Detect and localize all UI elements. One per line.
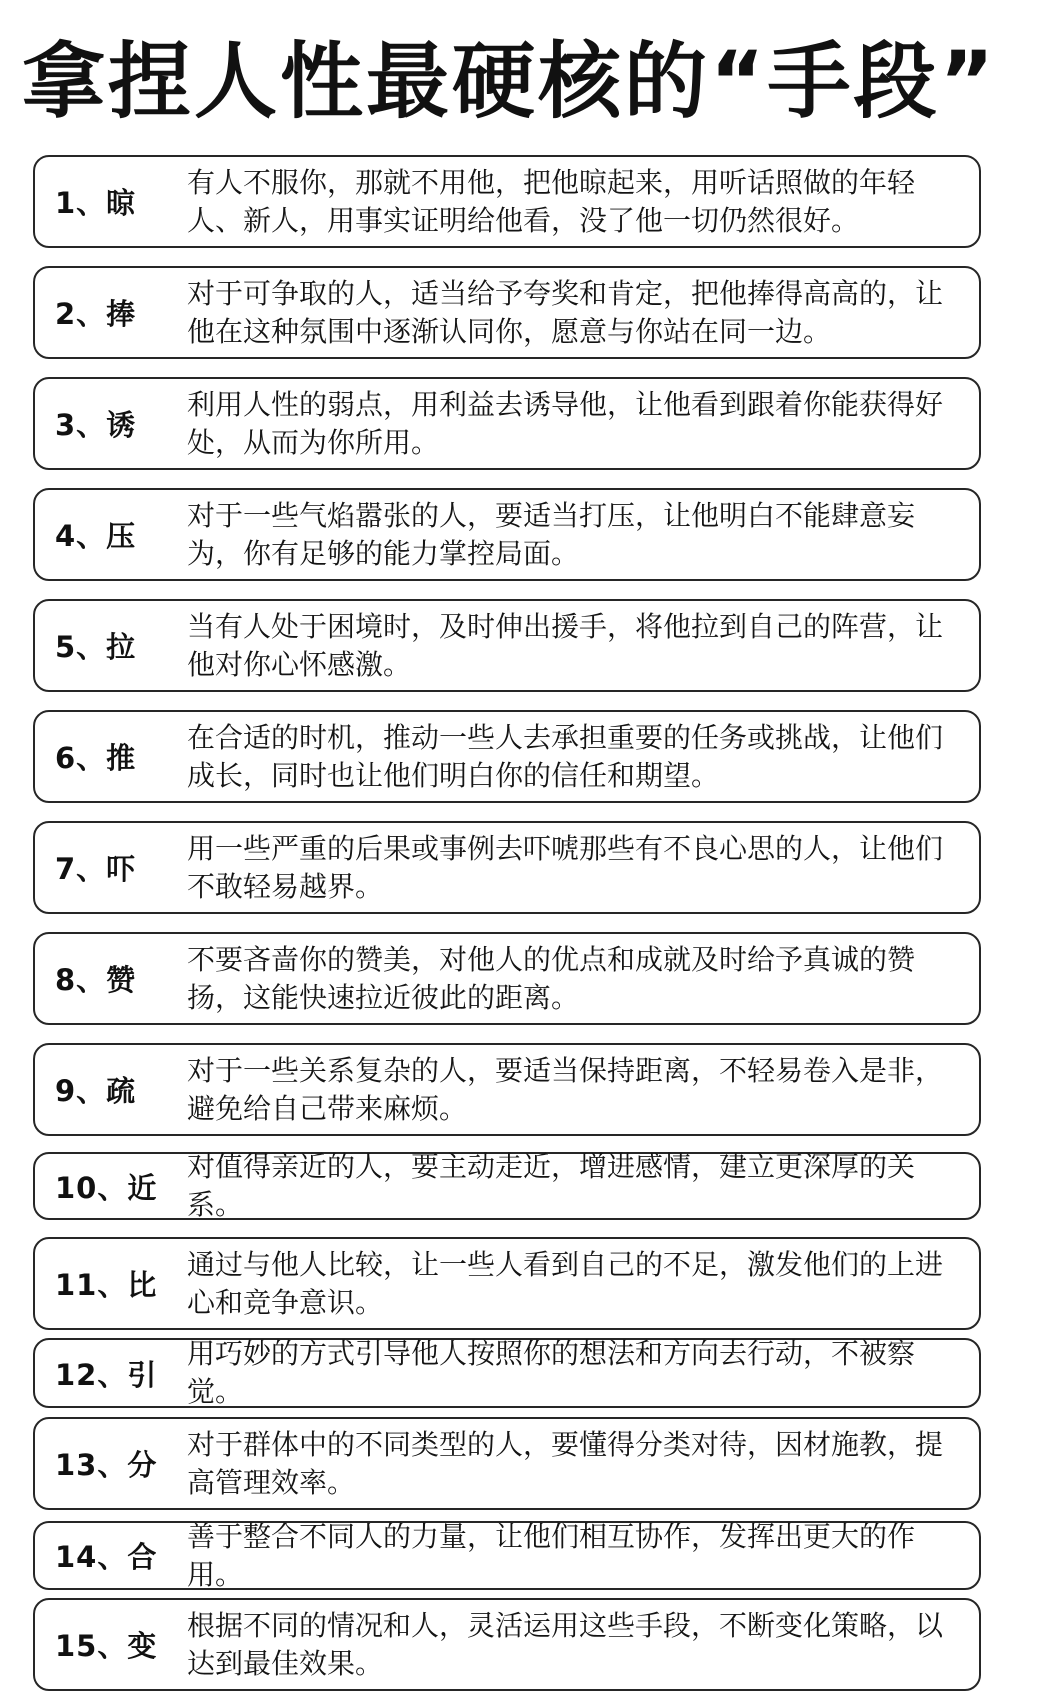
list-item xyxy=(33,1338,981,1408)
list-item xyxy=(33,821,981,914)
item-description: 不要吝啬你的赞美，对他人的优点和成就及时给予真诚的赞扬，这能快速拉近彼此的距离。 xyxy=(187,942,916,1014)
item-label: 9、疏 xyxy=(55,1074,137,1108)
item-label: 14、合 xyxy=(55,1540,158,1574)
list-item xyxy=(33,932,981,1025)
item-label: 13、分 xyxy=(55,1448,158,1482)
item-description: 对于一些气焰嚣张的人，要适当打压，让他明白不能肆意妄为，你有足够的能力掌控局面。 xyxy=(187,498,916,570)
item-description: 利用人性的弱点，用利益去诱导他，让他看到跟着你能获得好处，从而为你所用。 xyxy=(187,387,944,459)
item-label: 3、诱 xyxy=(55,408,137,442)
item-description: 对值得亲近的人，要主动走近，增进感情，建立更深厚的关系。 xyxy=(187,1150,916,1221)
list-item xyxy=(33,1043,981,1136)
item-label: 11、比 xyxy=(55,1268,158,1302)
item-description: 善于整合不同人的力量，让他们相互协作，发挥出更大的作用。 xyxy=(187,1519,916,1591)
item-label: 4、压 xyxy=(55,519,137,553)
list-item xyxy=(33,155,981,248)
item-label: 15、变 xyxy=(55,1629,158,1663)
list-item xyxy=(33,599,981,692)
item-label: 2、捧 xyxy=(55,297,137,331)
list-item xyxy=(33,710,981,803)
item-label: 6、推 xyxy=(55,741,137,775)
item-description: 对于可争取的人，适当给予夸奖和肯定，把他捧得高高的，让他在这种氛围中逐渐认同你，愿意与你站在同一边。 xyxy=(187,276,944,348)
list-item xyxy=(33,1521,981,1590)
item-label: 1、晾 xyxy=(55,186,137,220)
item-label: 12、引 xyxy=(55,1357,158,1392)
list-item xyxy=(33,488,981,581)
item-label: 5、拉 xyxy=(55,630,137,664)
item-description: 用巧妙的方式引导他人按照你的想法和方向去行动，不被察觉。 xyxy=(187,1337,916,1408)
item-description: 用一些严重的后果或事例去吓唬那些有不良心思的人，让他们不敢轻易越界。 xyxy=(187,831,944,903)
page-title: 拿捏人性最硬核的“手段” xyxy=(22,33,998,130)
item-description: 当有人处于困境时，及时伸出援手，将他拉到自己的阵营，让他对你心怀感激。 xyxy=(187,609,944,681)
list-item xyxy=(33,1237,981,1330)
list-item xyxy=(33,1152,981,1220)
item-description: 通过与他人比较，让一些人看到自己的不足，激发他们的上进心和竞争意识。 xyxy=(187,1247,944,1319)
list-item xyxy=(33,1417,981,1510)
list-item xyxy=(33,1598,981,1691)
item-description: 对于一些关系复杂的人，要适当保持距离，不轻易卷入是非，避免给自己带来麻烦。 xyxy=(187,1053,944,1125)
item-label: 10、近 xyxy=(55,1170,158,1205)
item-description: 有人不服你，那就不用他，把他晾起来，用听话照做的年轻人、新人，用事实证明给他看，没了他一切仍然很好。 xyxy=(187,165,916,237)
item-description: 在合适的时机，推动一些人去承担重要的任务或挑战，让他们成长，同时也让他们明白你的信任和期望。 xyxy=(187,720,944,792)
list-item xyxy=(33,377,981,470)
item-label: 7、吓 xyxy=(55,852,137,886)
item-label: 8、赞 xyxy=(55,963,137,997)
list-item xyxy=(33,266,981,359)
item-description: 根据不同的情况和人，灵活运用这些手段，不断变化策略，以达到最佳效果。 xyxy=(187,1608,944,1680)
item-description: 对于群体中的不同类型的人，要懂得分类对待，因材施教，提高管理效率。 xyxy=(187,1427,944,1499)
